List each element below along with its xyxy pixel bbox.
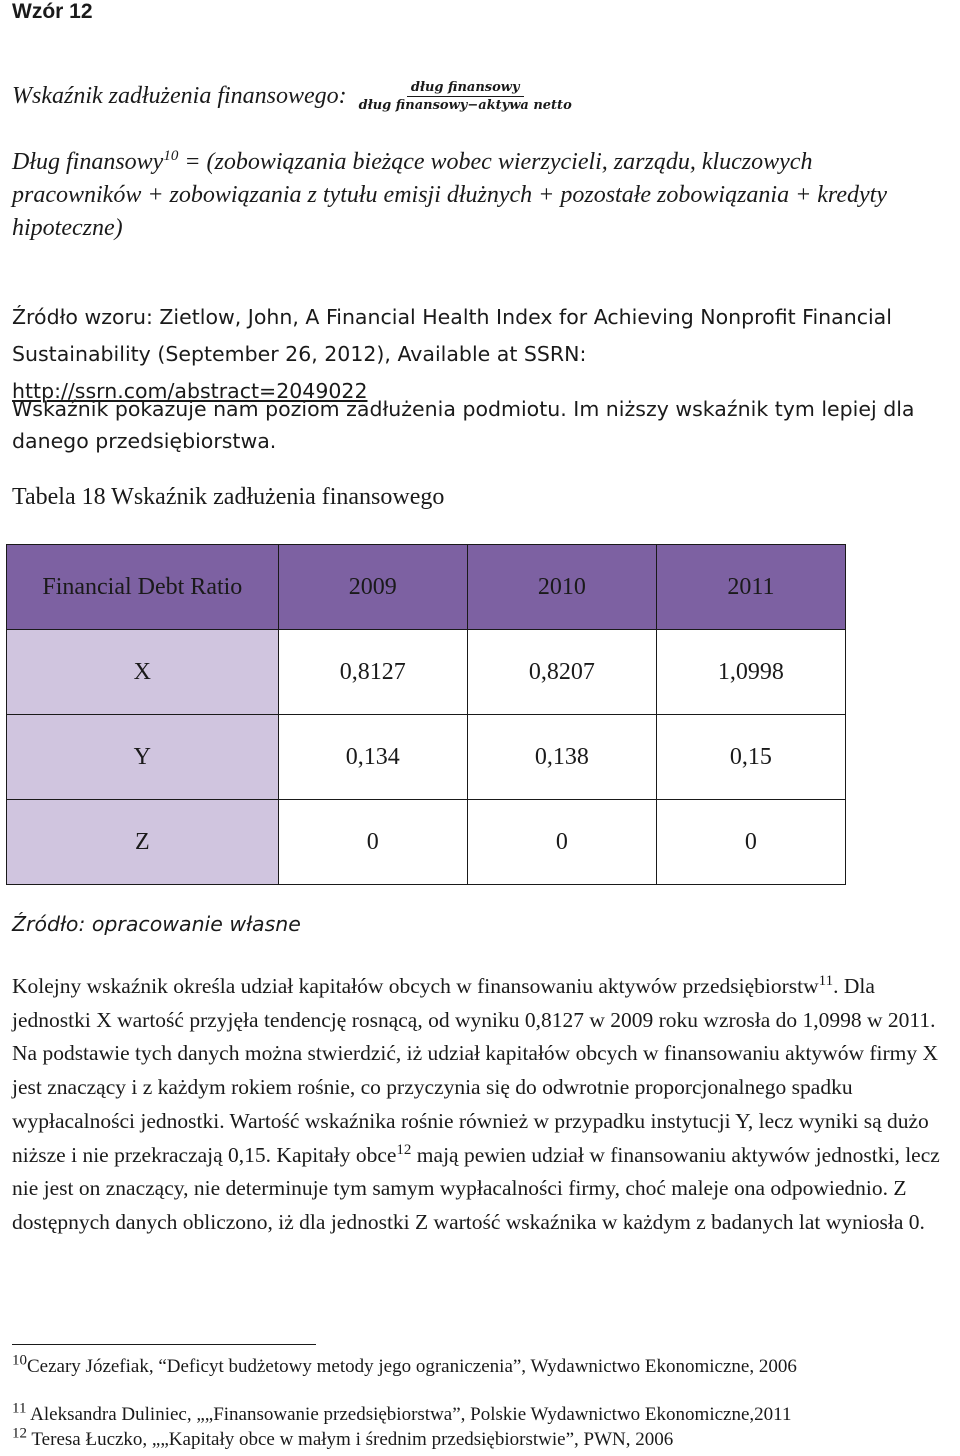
footnote-text: Cezary Józefiak, “Deficyt budżetowy metody jego ograniczenia”, Wydawnictwo Ekonomiczne, 2006: [27, 1356, 797, 1377]
footnote: [12, 1400, 792, 1426]
table-cell: 0,134: [278, 715, 467, 800]
header-cell: Financial Debt Ratio: [7, 545, 279, 630]
footnote-ref[interactable]: 12: [396, 1141, 412, 1158]
footnote-ref[interactable]: 11: [818, 972, 834, 989]
header-cell: 2011: [656, 545, 845, 630]
footnote-divider: [12, 1344, 316, 1345]
header-cell: 2009: [278, 545, 467, 630]
formula-numerator: dług finansowy: [407, 80, 524, 97]
table-cell: 0: [467, 800, 656, 885]
table-source: Źródło: opracowanie własne: [12, 912, 301, 936]
footnote-text: Aleksandra Duliniec, „„Finansowanie przedsiębiorstwa”, Polskie Wydawnictwo Ekonomiczne,2011: [26, 1404, 792, 1425]
row-label: Y: [7, 715, 279, 800]
paragraph-text: Kolejny wskaźnik określa udział kapitałów obcych w finansowaniu aktywów przedsiębiorstw: [12, 974, 819, 998]
header-cell: 2010: [467, 545, 656, 630]
analysis-paragraph: [12, 970, 957, 1240]
paragraph-text: mają pewien udział w finansowaniu aktywów jednostki, lecz nie jest on znaczący, nie determinuje tym samym wypłacalności firmy, choć maleje ona odpowiednio. Z dostępnych danych obliczono, iż dla jednostki Z wartość wskaźnika w każdym z badanych lat wyniosła 0.: [12, 1142, 940, 1234]
table-cell: 1,0998: [656, 630, 845, 715]
footnote: [12, 1352, 797, 1378]
table-row: [7, 630, 846, 715]
formula-source-text: Źródło wzoru: Zietlow, John, A Financial Health Index for Achieving Nonprofit Financial Sustainability (September 26, 2012), Available at SSRN:: [12, 305, 892, 366]
debt-ratio-table: [6, 544, 846, 885]
table-row: [7, 800, 846, 885]
formula: [12, 80, 572, 113]
table-cell: 0,8127: [278, 630, 467, 715]
formula-fraction: [359, 80, 572, 113]
debt-definition-text: = (zobowiązania bieżące wobec wierzycieli, zarządu, kluczowych pracowników + zobowiązania z tytułu emisji dłużnych + pozostałe zobowiązania + kredyty hipoteczne): [12, 149, 887, 241]
footnote-ref[interactable]: 10: [163, 148, 179, 164]
heading: Wzór 12: [12, 0, 93, 23]
table-caption: Tabela 18 Wskaźnik zadłużenia finansowego: [12, 484, 445, 510]
footnote-text: Teresa Łuczko, „„Kapitały obce w małym i średnim przedsiębiorstwie”, PWN, 2006: [27, 1429, 674, 1450]
footnote-number: 11: [12, 1400, 27, 1417]
table-row: [7, 715, 846, 800]
formula-label: Wskaźnik zadłużenia finansowego:: [12, 83, 347, 109]
formula-denominator: dług finansowy−aktywa netto: [358, 98, 572, 113]
interpretation-text: Wskaźnik pokazuje nam poziom zadłużenia podmiotu. Im niższy wskaźnik tym lepiej dla danego przedsiębiorstwa.: [12, 397, 915, 453]
row-label: Z: [7, 800, 279, 885]
ssrn-link[interactable]: http://ssrn.com/abstract=2049022: [12, 379, 368, 403]
debt-term: Dług finansowy: [12, 149, 164, 175]
table-cell: 0,15: [656, 715, 845, 800]
row-label: X: [7, 630, 279, 715]
footnote: [12, 1425, 674, 1451]
debt-definition: [12, 146, 947, 245]
table-cell: 0,138: [467, 715, 656, 800]
table-cell: 0: [656, 800, 845, 885]
table-header-row: [7, 545, 846, 630]
table-cell: 0,8207: [467, 630, 656, 715]
table-cell: 0: [278, 800, 467, 885]
paragraph-text: . Dla jednostki X wartość przyjęła tendencję rosnącą, od wyniku 0,8127 w 2009 roku wzrosła do 1,0998 w 2011. Na podstawie tych danych można stwierdzić, iż udział kapitałów obcych w finansowaniu aktywów firmy X jest znaczący i z każdym rokiem rośnie, co przyczynia się do odwrotnie proporcjonalnego spadku wypłacalności jednostki. Wartość wskaźnika rośnie również w przypadku instytucji Y, lecz wyniki są dużo niższe i nie przekraczają 0,15. Kapitały obce: [12, 974, 939, 1167]
footnote-number: 12: [12, 1425, 27, 1442]
footnote-number: 10: [12, 1352, 27, 1369]
